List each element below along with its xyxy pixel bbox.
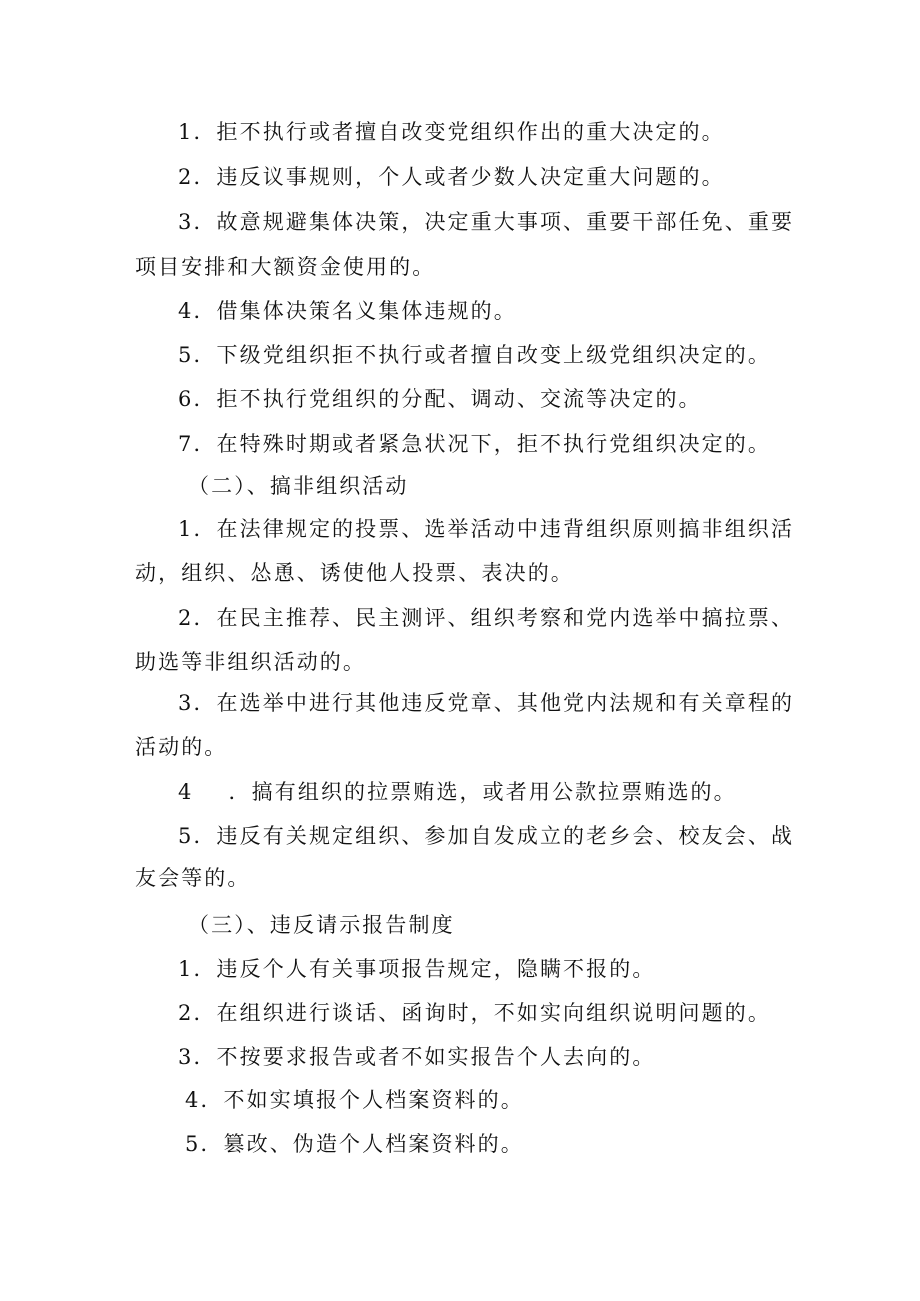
item-2-1-continued: 动，组织、怂恿、诱使他人投票、表决的。 <box>135 561 574 585</box>
item-1-3: 3．故意规避集体决策，决定重大事项、重要干部任免、重要 <box>178 210 795 234</box>
item-3-1: 1．违反个人有关事项报告规定，隐瞒不报的。 <box>178 957 656 981</box>
item-2-2-continued: 助选等非组织活动的。 <box>135 650 366 674</box>
item-3-5: 5．篡改、伪造个人档案资料的。 <box>185 1132 524 1156</box>
item-2-5: 5．违反有关规定组织、参加自发成立的老乡会、校友会、战 <box>178 824 795 848</box>
item-2-4: 4 ．搞有组织的拉票贿选，或者用公款拉票贿选的。 <box>178 780 737 804</box>
section-heading-3: （三）、违反请示报告制度 <box>188 913 455 937</box>
item-3-3: 3．不按要求报告或者不如实报告个人去向的。 <box>178 1045 656 1069</box>
item-3-2: 2．在组织进行谈话、函询时，不如实向组织说明问题的。 <box>178 1001 771 1025</box>
item-3-4: 4．不如实填报个人档案资料的。 <box>185 1088 524 1112</box>
item-1-7: 7．在特殊时期或者紧急状况下，拒不执行党组织决定的。 <box>178 432 771 456</box>
item-2-1: 1．在法律规定的投票、选举活动中违背组织原则搞非组织活 <box>178 517 795 541</box>
item-1-6: 6．拒不执行党组织的分配、调动、交流等决定的。 <box>178 387 702 411</box>
item-1-4: 4．借集体决策名义集体违规的。 <box>178 299 517 323</box>
item-1-5: 5．下级党组织拒不执行或者擅自改变上级党组织决定的。 <box>178 343 771 367</box>
item-2-5-continued: 友会等的。 <box>135 866 251 890</box>
item-2-3-continued: 活动的。 <box>135 735 228 759</box>
item-2-2: 2．在民主推荐、民主测评、组织考察和党内选举中搞拉票、 <box>178 606 795 630</box>
item-1-2: 2．违反议事规则，个人或者少数人决定重大问题的。 <box>178 165 725 189</box>
item-1-3-continued: 项目安排和大额资金使用的。 <box>135 255 436 279</box>
item-1-1: 1．拒不执行或者擅自改变党组织作出的重大决定的。 <box>178 120 725 144</box>
section-heading-2: （二）、搞非组织活动 <box>188 474 409 498</box>
item-2-3: 3．在选举中进行其他违反党章、其他党内法规和有关章程的 <box>178 691 795 715</box>
